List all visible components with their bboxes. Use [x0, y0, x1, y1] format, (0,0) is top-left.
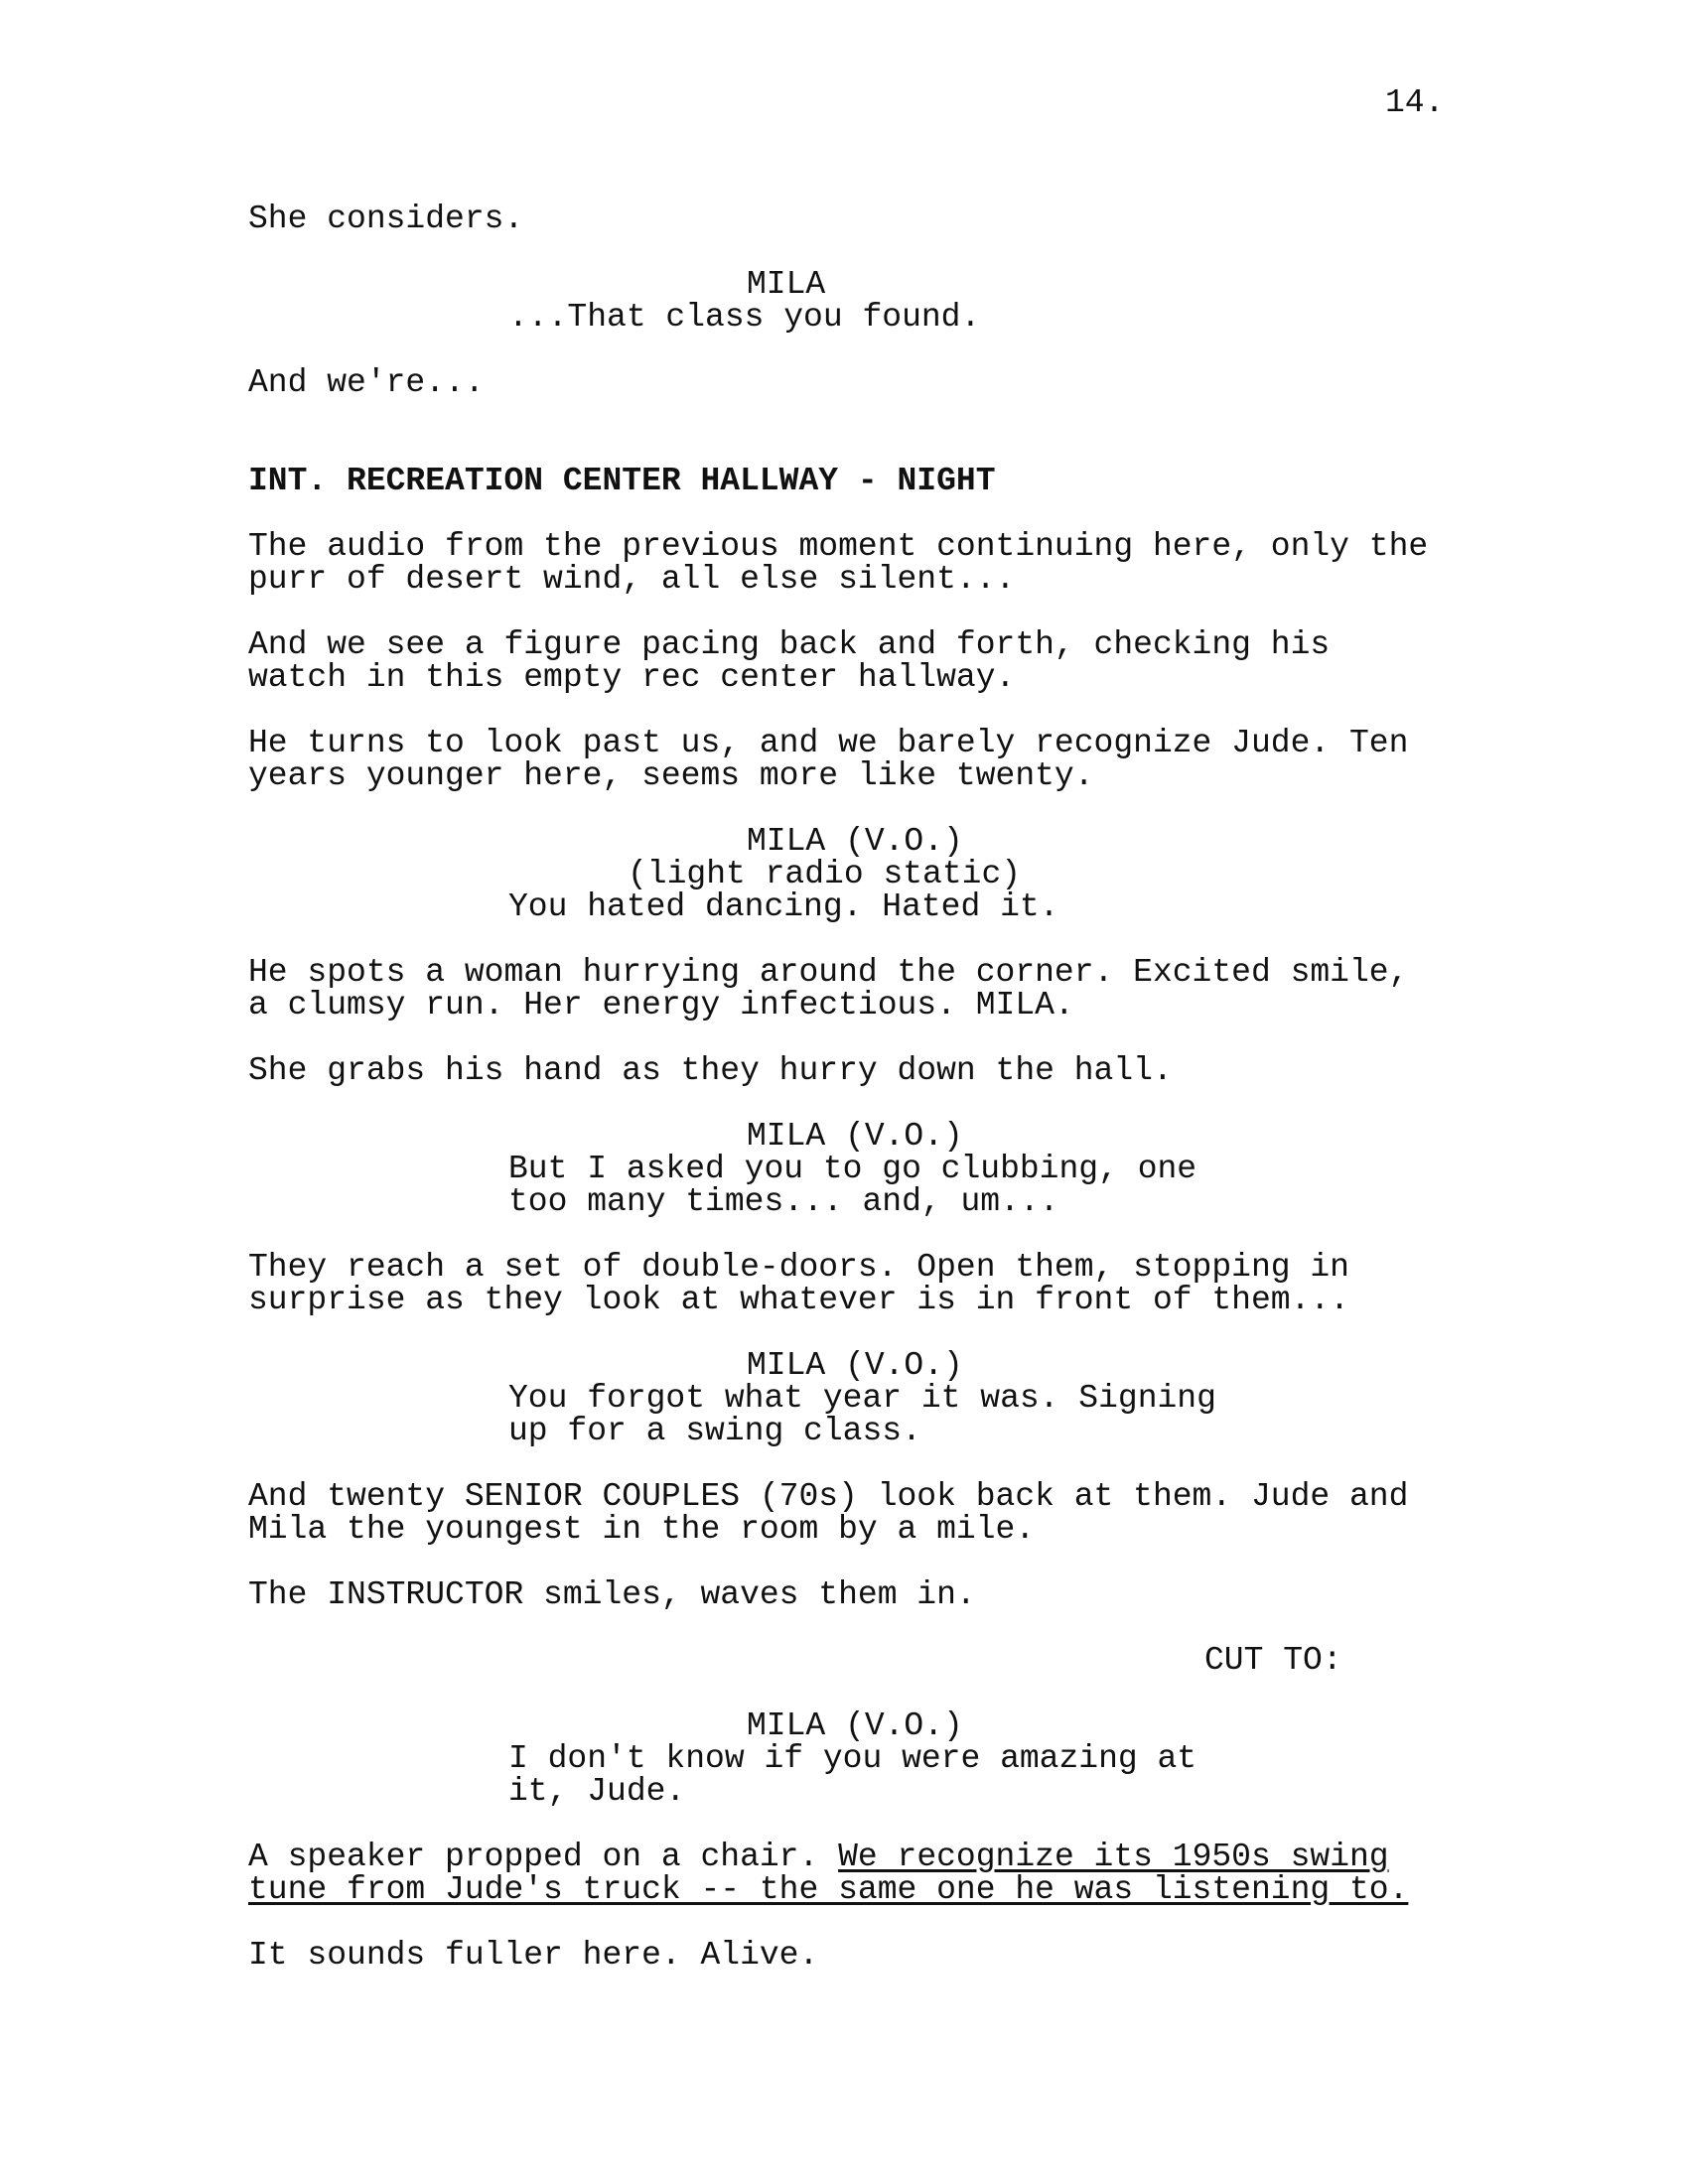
action-line: a clumsy run. Her energy infectious. MILA. [248, 987, 1074, 1024]
action-line [248, 1873, 1408, 1906]
action-line: He turns to look past us, and we barely recognize Jude. Ten [248, 725, 1409, 761]
action-line: purr of desert wind, all else silent... [248, 561, 1016, 598]
character-name: MILA (V.O.) [747, 1707, 963, 1744]
character-name: MILA (V.O.) [747, 1347, 963, 1384]
dialogue-line: it, Jude. [508, 1773, 686, 1810]
action-line: He spots a woman hurrying around the corner. Excited smile, [248, 954, 1409, 991]
transition: CUT TO: [1204, 1642, 1342, 1679]
action-line: watch in this empty rec center hallway. [248, 659, 1016, 696]
scene-heading: INT. RECREATION CENTER HALLWAY - NIGHT [248, 463, 996, 499]
action-line: years younger here, seems more like twenty. [248, 757, 1094, 794]
character-name: MILA (V.O.) [747, 823, 963, 860]
dialogue-line: ...That class you found. [508, 299, 981, 336]
action-line: They reach a set of double-doors. Open them, stopping in [248, 1249, 1349, 1286]
action-line: And twenty SENIOR COUPLES (70s) look back at them. Jude and [248, 1478, 1409, 1515]
action-line: The INSTRUCTOR smiles, waves them in. [248, 1576, 976, 1613]
dialogue-line: up for a swing class. [508, 1413, 921, 1449]
action-line: The audio from the previous moment continuing here, only the [248, 528, 1429, 565]
dialogue-line: You forgot what year it was. Signing [508, 1380, 1216, 1417]
character-name: MILA (V.O.) [747, 1118, 963, 1155]
dialogue-line: You hated dancing. Hated it. [508, 888, 1059, 925]
character-name: MILA [747, 266, 826, 303]
action-line [248, 1841, 1389, 1873]
action-line: It sounds fuller here. Alive. [248, 1937, 819, 1974]
action-line: And we see a figure pacing back and forth, checking his [248, 626, 1331, 663]
action-line: She considers. [248, 201, 524, 237]
action-text: A speaker propped on a chair. [248, 1839, 839, 1875]
dialogue-line: I don't know if you were amazing at [508, 1740, 1197, 1777]
dialogue-line: But I asked you to go clubbing, one [508, 1151, 1197, 1187]
action-line: Mila the youngest in the room by a mile. [248, 1511, 1036, 1548]
action-line: surprise as they look at whatever is in front of them... [248, 1282, 1349, 1318]
page-number: 14. [1385, 84, 1445, 121]
underlined-text: We recognize its 1950s swing [838, 1839, 1389, 1875]
action-line: She grabs his hand as they hurry down the hall. [248, 1052, 1173, 1089]
action-line: And we're... [248, 364, 485, 401]
underlined-text: tune from Jude's truck -- the same one he was listening to. [248, 1871, 1409, 1908]
dialogue-line: too many times... and, um... [508, 1183, 1059, 1220]
parenthetical: (light radio static) [628, 856, 1022, 892]
